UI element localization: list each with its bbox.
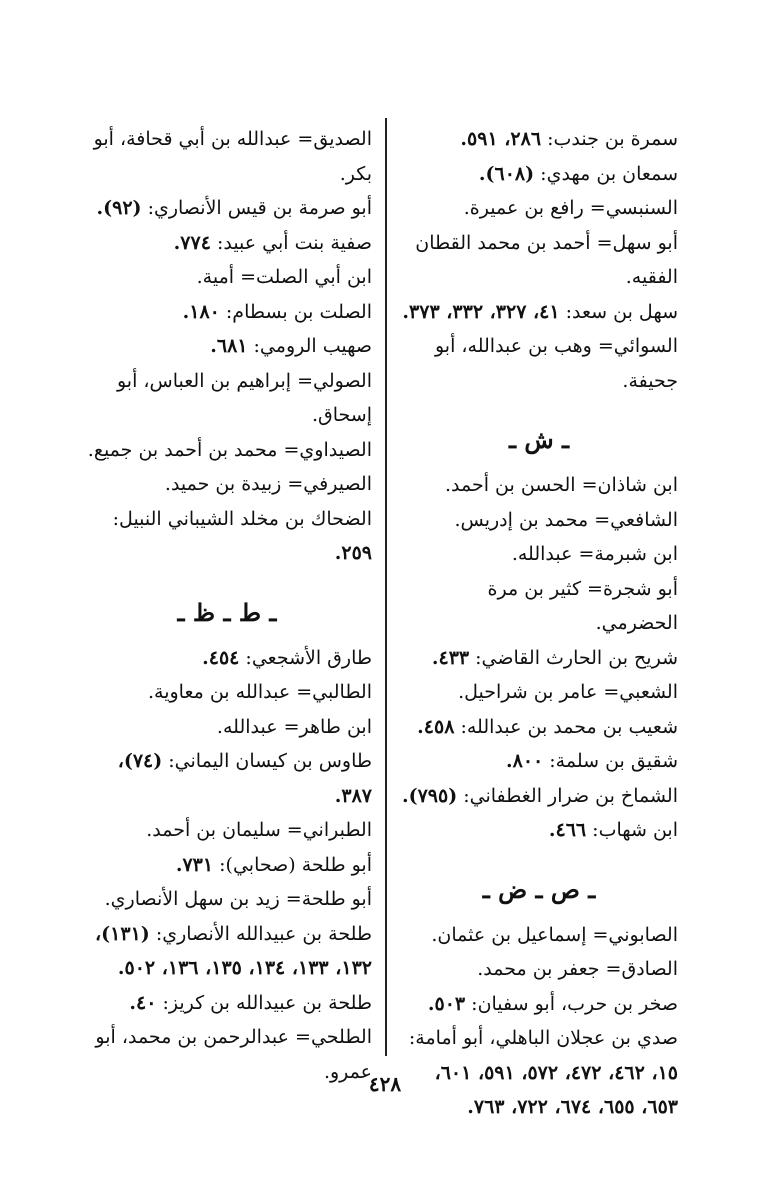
- index-entry: ابن شبرمة= عبدالله.: [511, 543, 678, 565]
- index-entry: الطلحي= عبدالرحمن بن محمد، أبو عمرو.: [95, 1026, 372, 1083]
- index-entry: الصيرفي= زبيدة بن حميد.: [164, 473, 372, 495]
- index-entry: الصولي= إبراهيم بن العباس، أبو إسحاق.: [116, 369, 372, 426]
- index-entry: الشماخ بن ضرار الغطفاني: (٧٩٥).: [401, 784, 678, 807]
- index-entry: شقيق بن سلمة: ٨٠٠.: [505, 750, 678, 772]
- index-entry: ابن شهاب: ٤٦٦.: [548, 819, 678, 841]
- index-entry: شريح بن الحارث القاضي: ٤٣٣.: [431, 646, 678, 669]
- index-entry: طارق الأشجعي: ٤٥٤.: [202, 646, 372, 669]
- index-entry: أبو طلحة (صحابي): ٧٣١.: [175, 853, 372, 876]
- index-entry: الصلت بن بسطام: ١٨٠.: [182, 300, 372, 323]
- index-entry: السوائي= وهب بن عبدالله، أبو جحيفة.: [434, 335, 678, 392]
- index-entry: صفية بنت أبي عبيد: ٧٧٤.: [173, 231, 372, 254]
- index-entry: الصادق= جعفر بن محمد.: [477, 958, 678, 980]
- right-column: [400, 122, 678, 1125]
- index-entry: الصيداوي= محمد بن أحمد بن جميع.: [87, 438, 372, 461]
- page-number: ٤٢٨: [368, 1072, 402, 1096]
- index-entry: أبو سهل= أحمد بن محمد القطان الفقيه.: [415, 231, 678, 288]
- index-entry: أبو صرمة بن قيس الأنصاري: (٩٢).: [96, 197, 372, 219]
- index-entry: ابن أبي الصلت= أمية.: [196, 266, 372, 288]
- column-divider: [385, 118, 387, 1056]
- index-entry: صدي بن عجلان الباهلي، أبو أمامة: ١٥، ٤٦٢، ٤٧٢، ٥٧٢، ٥٩١، ٦٠١، ٦٥٣، ٦٥٥، ٦٧٤، ٧٢٢، ٧٦٣.: [408, 1027, 678, 1118]
- index-entry: ابن شاذان= الحسن بن أحمد.: [444, 474, 678, 496]
- index-entry: الطبراني= سليمان بن أحمد.: [146, 819, 372, 841]
- index-entry: الشعبي= عامر بن شراحيل.: [458, 681, 678, 703]
- index-entry: شعيب بن محمد بن عبدالله: ٤٥٨.: [417, 715, 678, 738]
- index-entry: صخر بن حرب، أبو سفيان: ٥٠٣.: [427, 992, 678, 1015]
- index-entry: أبو شجرة= كثير بن مرة الحضرمي.: [487, 577, 678, 634]
- index-entry: السنبسي= رافع بن عميرة.: [463, 197, 678, 219]
- index-entry: الطالبي= عبدالله بن معاوية.: [147, 681, 372, 703]
- index-entry: أبو طلحة= زيد بن سهل الأنصاري.: [104, 888, 372, 910]
- index-entry: سمرة بن جندب: ٢٨٦، ٥٩١.: [460, 128, 678, 150]
- index-entry: ابن طاهر= عبدالله.: [216, 715, 372, 738]
- index-entry: سهل بن سعد: ٤١، ٣٢٧، ٣٣٢، ٣٧٣.: [402, 300, 678, 323]
- section-heading-ta: ـ ط ـ ظ ـ: [177, 597, 277, 627]
- index-entry: الصديق= عبدالله بن أبي قحافة، أبو بكر.: [93, 128, 372, 185]
- index-entry: الضحاك بن مخلد الشيباني النبيل: ٢٥٩.: [112, 507, 372, 564]
- index-entry: الشافعي= محمد بن إدريس.: [454, 508, 678, 531]
- index-entry: طاوس بن كيسان اليماني: (٧٤)، ٣٨٧.: [117, 750, 372, 807]
- section-heading-shin: ـ ش ـ: [508, 425, 570, 454]
- index-entry: طلحة بن عبيدالله بن كريز: ٤٠.: [129, 991, 372, 1014]
- index-entry: صهيب الرومي: ٦٨١.: [210, 335, 372, 357]
- section-heading-sad: ـ ص ـ ض ـ: [482, 874, 596, 904]
- left-column: [82, 122, 372, 1089]
- index-entry: طلحة بن عبيدالله الأنصاري: (١٣١)، ١٣٢، ١٣٣، ١٣٤، ١٣٥، ١٣٦، ٥٠٢.: [95, 922, 372, 979]
- index-entry: سمعان بن مهدي: (٦٠٨).: [478, 162, 678, 185]
- index-entry: الصابوني= إسماعيل بن عثمان.: [431, 923, 678, 946]
